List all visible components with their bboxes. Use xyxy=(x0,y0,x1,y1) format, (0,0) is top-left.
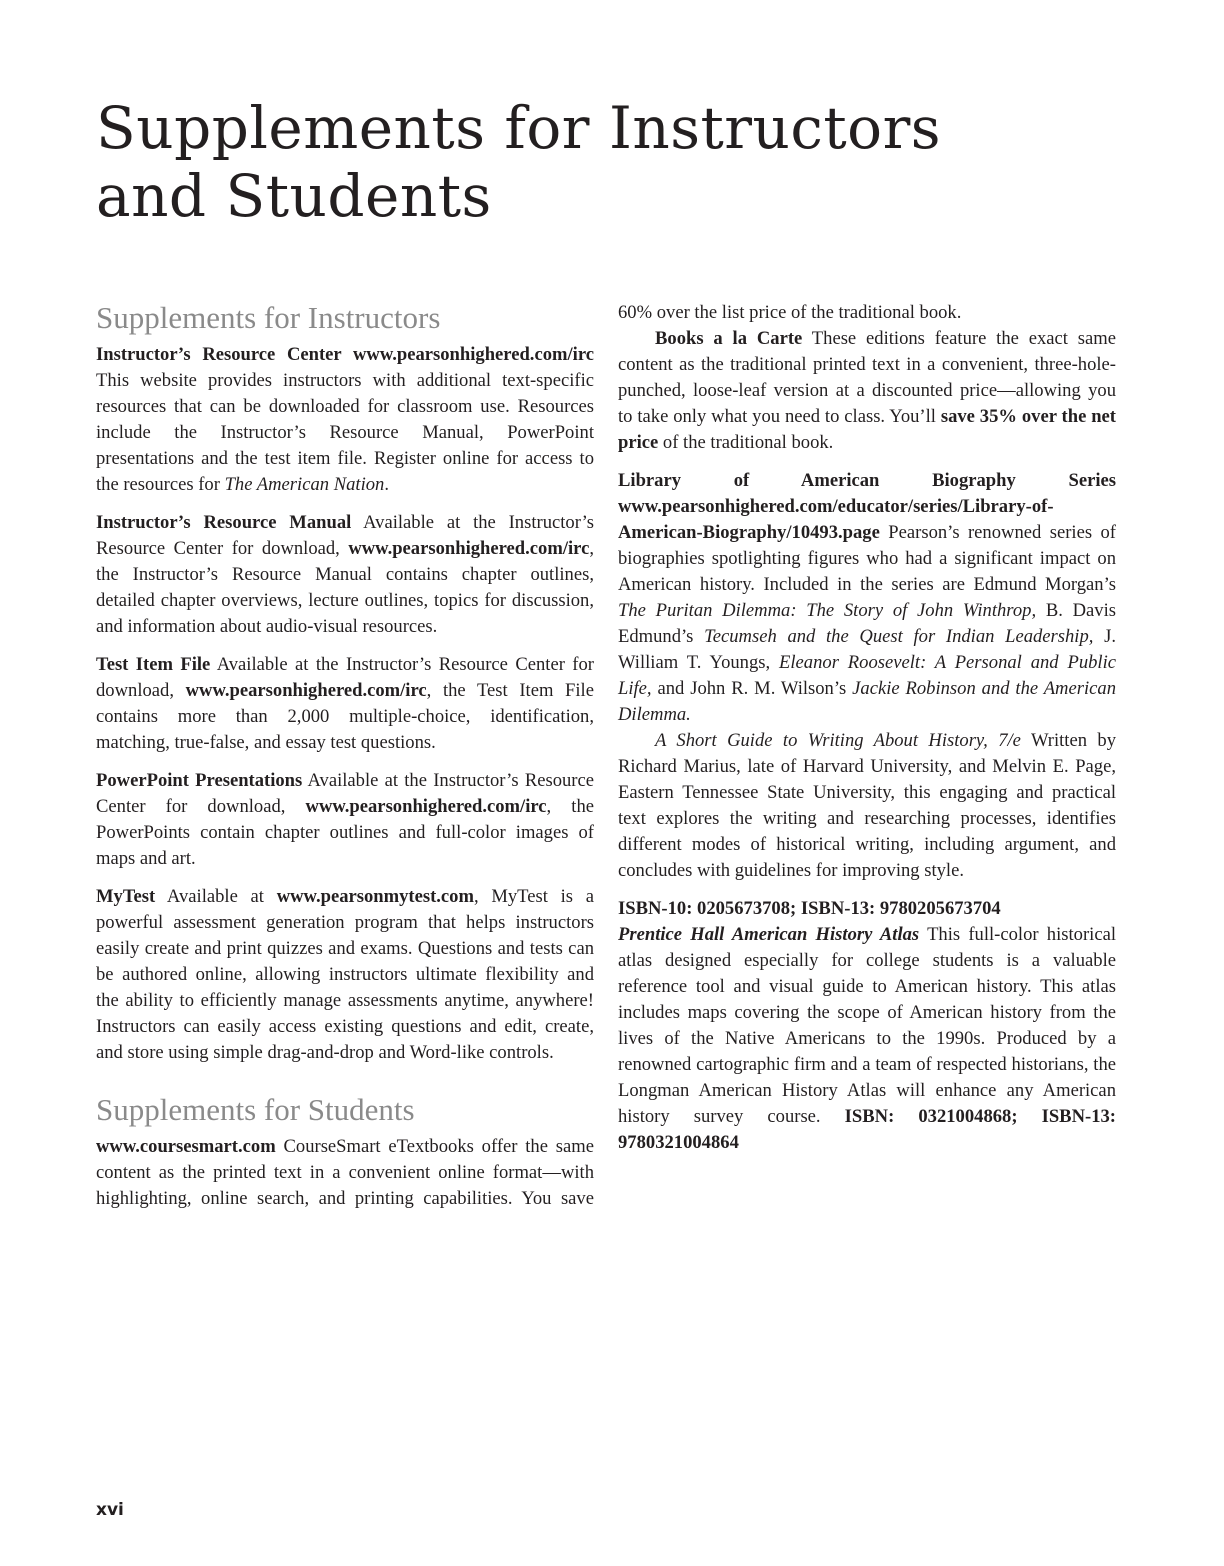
book-title: Prentice Hall American History Atlas xyxy=(618,924,920,945)
book-title: Tecumseh and the Quest for Indian Leadership, xyxy=(704,626,1094,647)
entry-coursesmart-overflow xyxy=(618,300,1116,326)
entry-label: Instructor’s Resource Center www.pearsonhighered.com/irc xyxy=(96,344,594,365)
entry-text: , the Test Item File contains more than 2,000 multiple-choice, identification, matching, true-false, and essay test questions. xyxy=(96,680,594,753)
page-title-line-1: Supplements for Instructors xyxy=(96,94,942,162)
book-title: Eleanor Roosevelt: A Personal and Public Life, xyxy=(618,652,1116,699)
entry-text: and John R. M. Wilson’s xyxy=(651,678,853,699)
isbn: ISBN: 0321004868; ISBN-13: 9780321004864 xyxy=(618,1106,1116,1153)
entry-short-guide-isbn xyxy=(618,896,1116,922)
entry-text: Available at the Instructor’s Resource Center for download, xyxy=(96,654,594,701)
book-title: A Short Guide to Writing About History, 7/e xyxy=(655,730,1021,751)
entry-text: , MyTest is a powerful assessment generation program that helps instructors easily create and print quizzes and exams. Questions and tests can be authored online, allowing instructors ultimate flexibility and the ability to efficiently manage assessments anytime, anywhere! Instructors can easily access existing questions and edit, create, and store using simple drag-and-drop and Word-like controls. xyxy=(96,886,594,1063)
book-title: The American Nation xyxy=(224,474,385,495)
entry-text xyxy=(618,302,961,323)
entry-label: PowerPoint Presentations xyxy=(96,770,303,791)
entry-instructors-resource-manual xyxy=(96,510,594,640)
entry-text: of the traditional book. xyxy=(658,432,834,453)
entry-url: www.pearsonhighered.com/irc xyxy=(348,538,590,559)
entry-text: This website provides instructors with additional text-specific resources that can be downloaded for classroom use. Resources include the Instructor’s Resource Manual, PowerPoint presentations and the test item file. Register online for access to the resources for xyxy=(96,370,594,495)
right-column xyxy=(618,300,1116,1168)
instructors-heading: Supplements for Instructors xyxy=(96,300,441,335)
entry-label: Test Item File xyxy=(96,654,211,675)
entry-label: Library of American Biography Series www.pearsonhighered.com/educator/series/Library-of-American-Biography/10493.page xyxy=(618,470,1116,543)
entry-label: www.coursesmart.com xyxy=(96,1136,276,1157)
entry-label: MyTest xyxy=(96,886,156,907)
page-title xyxy=(96,94,996,230)
entry-text: These editions feature the exact same content as the traditional printed text in a convenient, three-hole-punched, loose-leaf version at a discounted price—allowing you to take only what you need to class. You’ll xyxy=(618,328,1117,427)
entry-powerpoint-presentations xyxy=(96,768,594,872)
entry-instructors-resource-center xyxy=(96,342,594,498)
entry-url: www.pearsonmytest.com xyxy=(276,886,474,907)
entry-url: www.pearsonhighered.com/irc xyxy=(305,796,547,817)
entry-text: , the Instructor’s Resource Manual contains chapter outlines, detailed chapter overviews, lecture outlines, topics for discussion, and information about audio-visual resources. xyxy=(96,538,594,637)
entry-short-guide xyxy=(618,728,1116,884)
book-title: Jackie Robinson and the American Dilemma. xyxy=(618,678,1116,725)
students-heading: Supplements for Students xyxy=(96,1092,415,1127)
entry-url: www.pearsonhighered.com/irc xyxy=(185,680,427,701)
entry-text: This full-color historical atlas designed especially for college students is a valuable reference tool and visual guide to American history. This atlas includes maps covering the scope of American history from the lives of the Native Americans to the 1990s. Produced by a renowned cartographic firm and a team of respected historians, the Longman American History Atlas will enhance any American history survey course. xyxy=(618,924,1116,1127)
entry-text: 60% over the list price of the traditional book. xyxy=(618,302,962,323)
entry-test-item-file xyxy=(96,652,594,756)
entry-library-of-american-biography xyxy=(618,468,1116,728)
entry-books-a-la-carte xyxy=(618,326,1116,456)
entry-text: Pearson’s renowned series of biographies spotlighting figures who had a significant impact on American history. Included in the series are Edmund Morgan’s xyxy=(618,522,1116,595)
entry-text: , the PowerPoints contain chapter outlines and full-color images of maps and art. xyxy=(96,796,595,869)
entry-text: Available at the Instructor’s Resource Center for download, xyxy=(96,770,595,817)
entry-highlight: save 35% over the net price xyxy=(618,406,1116,453)
entry-label: Books a la Carte xyxy=(655,328,803,349)
book-title: The Puritan Dilemma: The Story of John Winthrop, xyxy=(618,600,1037,621)
entry-text: . xyxy=(384,474,389,495)
entry-history-atlas xyxy=(618,922,1116,1156)
entry-label: Instructor’s Resource Manual xyxy=(96,512,352,533)
entry-text: Written by Richard Marius, late of Harvard University, and Melvin E. Page, Eastern Tennessee State University, this engaging and practical text explores the writing and researching processes, identifies different modes of historical writing, including argument, and concludes with guidelines for improving style. xyxy=(618,730,1116,881)
left-column xyxy=(96,300,594,1212)
entry-text: B. Davis Edmund’s xyxy=(618,600,1116,647)
entry-text: Available at the Instructor’s Resource Center for download, xyxy=(96,512,594,559)
page-number: xvi xyxy=(96,1500,124,1520)
page-title-line-2: and Students xyxy=(96,162,492,230)
isbn: ISBN-10: 0205673708; ISBN-13: 9780205673704 xyxy=(618,898,1001,919)
entry-text: J. William T. Youngs, xyxy=(618,626,1117,673)
entry-mytest xyxy=(96,884,594,1066)
entry-text: CourseSmart eTextbooks offer the same content as the printed text in a convenient online format—with highlighting, online search, and printing capabilities. You save xyxy=(96,1136,594,1209)
entry-text: Available at xyxy=(155,886,277,907)
entry-coursesmart xyxy=(96,1134,594,1212)
